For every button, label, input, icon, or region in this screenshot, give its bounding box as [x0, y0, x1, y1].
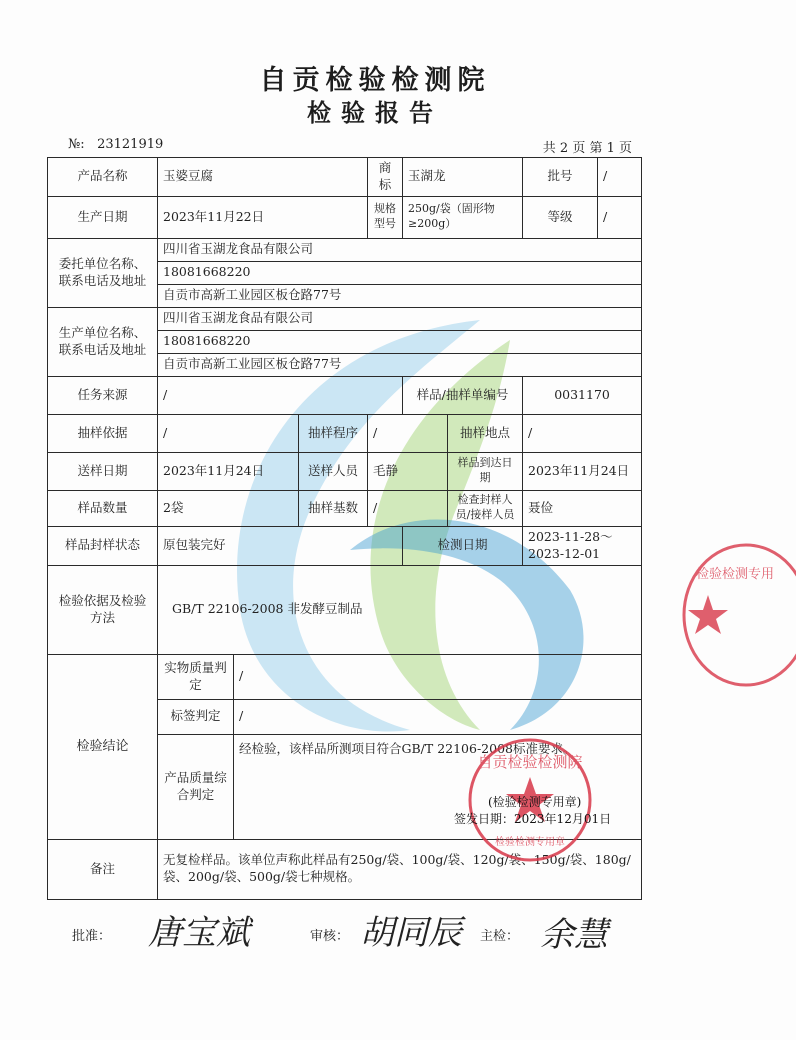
report-number-label: №: — [68, 137, 85, 152]
sample-no-label: 样品/抽样单编号 — [403, 376, 523, 414]
overall-quality: 经检验，该样品所测项目符合GB/T 22106-2008标准要求。 — [234, 734, 642, 839]
test-date: 2023-11-28～2023-12-01 — [523, 526, 642, 565]
send-date-label: 送样日期 — [48, 452, 158, 490]
review-signature: 胡同辰 — [360, 913, 462, 953]
production-date: 2023年11月22日 — [158, 196, 368, 238]
product-name: 玉婆豆腐 — [158, 158, 368, 197]
row-date — [48, 196, 642, 238]
brand: 玉湖龙 — [403, 158, 523, 197]
sampling-base: / — [368, 490, 448, 526]
conclusion-label: 检验结论 — [48, 654, 158, 839]
report-number — [68, 137, 163, 152]
remark: 无复检样品。该单位声称此样品有250g/袋、100g/袋、120g/袋、150g/袋、180g/袋、200g/袋、500g/袋七种规格。 — [158, 839, 642, 899]
producer-name: 四川省玉湖龙食品有限公司 — [158, 307, 642, 330]
approve-label: 批准： — [72, 929, 112, 944]
sign-date — [454, 810, 611, 827]
row-send — [48, 452, 642, 490]
sender-label: 送样人员 — [299, 452, 368, 490]
grade: / — [598, 196, 642, 238]
row-qty — [48, 490, 642, 526]
seal-status: 原包装完好 — [158, 526, 403, 565]
spec-label: 规格型号 — [368, 196, 403, 238]
producer-address: 自贡市高新工业园区板仓路77号 — [158, 353, 642, 376]
inspector-label: 检查封样人员/接样人员 — [448, 490, 523, 526]
signature-area — [0, 905, 750, 985]
producer-phone: 18081668220 — [158, 330, 642, 353]
sampling-procedure-label: 抽样程序 — [299, 414, 368, 452]
tag: / — [234, 699, 642, 734]
client-name: 四川省玉湖龙食品有限公司 — [158, 238, 642, 261]
producer-label: 生产单位名称、联系电话及地址 — [48, 307, 158, 376]
row-basis — [48, 414, 642, 452]
product-name-label: 产品名称 — [48, 158, 158, 197]
tag-label: 标签判定 — [158, 699, 234, 734]
grade-label: 等级 — [523, 196, 598, 238]
client-phone: 18081668220 — [158, 261, 642, 284]
sample-qty: 2袋 — [158, 490, 299, 526]
row-task — [48, 376, 642, 414]
edge-seal-text: 检验检测专用 — [696, 567, 775, 582]
sign-date-label: 签发日期： — [454, 812, 515, 826]
row-producer-name — [48, 307, 642, 330]
physical-quality-label: 实物质量判定 — [158, 654, 234, 699]
sampling-place: / — [523, 414, 642, 452]
org-title: 自贡检验检测院 — [259, 65, 491, 96]
task-source-label: 任务来源 — [48, 376, 158, 414]
sampling-basis: / — [158, 414, 299, 452]
approve-signature: 唐宝斌 — [148, 913, 250, 953]
report-number-value: 23121919 — [97, 137, 164, 152]
row-client-name — [48, 238, 642, 261]
sign-date-value: 2023年12月01日 — [514, 812, 612, 826]
seal-status-label: 样品封样状态 — [48, 526, 158, 565]
test-date-label: 检测日期 — [403, 526, 523, 565]
sender: 毛静 — [368, 452, 448, 490]
overall-quality-label: 产品质量综合判定 — [158, 734, 234, 839]
method: GB/T 22106-2008 非发酵豆制品 — [158, 565, 642, 654]
row-product — [48, 158, 642, 197]
method-label: 检验依据及检验方法 — [48, 565, 158, 654]
chief-label: 主检： — [480, 929, 520, 944]
brand-label: 商标 — [368, 158, 403, 197]
batch: / — [598, 158, 642, 197]
sampling-basis-label: 抽样依据 — [48, 414, 158, 452]
seal-sub-text: 检验检测专用章 — [495, 837, 565, 848]
physical-quality: / — [234, 654, 642, 699]
sample-no: 0031170 — [523, 376, 642, 414]
row-method — [48, 565, 642, 654]
edge-seal-stamp — [676, 540, 796, 690]
arrive-date: 2023年11月24日 — [523, 452, 642, 490]
report-title: 检验报告 — [307, 98, 443, 127]
sampling-base-label: 抽样基数 — [299, 490, 368, 526]
row-seal — [48, 526, 642, 565]
chief-signature: 余慧 — [540, 915, 608, 955]
remark-label: 备注 — [48, 839, 158, 899]
task-source: / — [158, 376, 403, 414]
client-label: 委托单位名称、联系电话及地址 — [48, 238, 158, 307]
production-date-label: 生产日期 — [48, 196, 158, 238]
row-conclusion-physical — [48, 654, 642, 699]
send-date: 2023年11月24日 — [158, 452, 299, 490]
sample-qty-label: 样品数量 — [48, 490, 158, 526]
sampling-procedure: / — [368, 414, 448, 452]
spec: 250g/袋（固形物≥200g） — [403, 196, 523, 238]
client-address: 自贡市高新工业园区板仓路77号 — [158, 284, 642, 307]
seal-main-text: 自贡检验检测院 — [477, 753, 583, 771]
seal-note: (检验检测专用章) — [488, 795, 582, 809]
review-label: 审核： — [310, 929, 350, 944]
batch-label: 批号 — [523, 158, 598, 197]
inspector: 聂俭 — [523, 490, 642, 526]
sampling-place-label: 抽样地点 — [448, 414, 523, 452]
arrive-date-label: 样品到达日期 — [448, 452, 523, 490]
page-info: 共 2 页 第 1 页 — [542, 141, 632, 156]
